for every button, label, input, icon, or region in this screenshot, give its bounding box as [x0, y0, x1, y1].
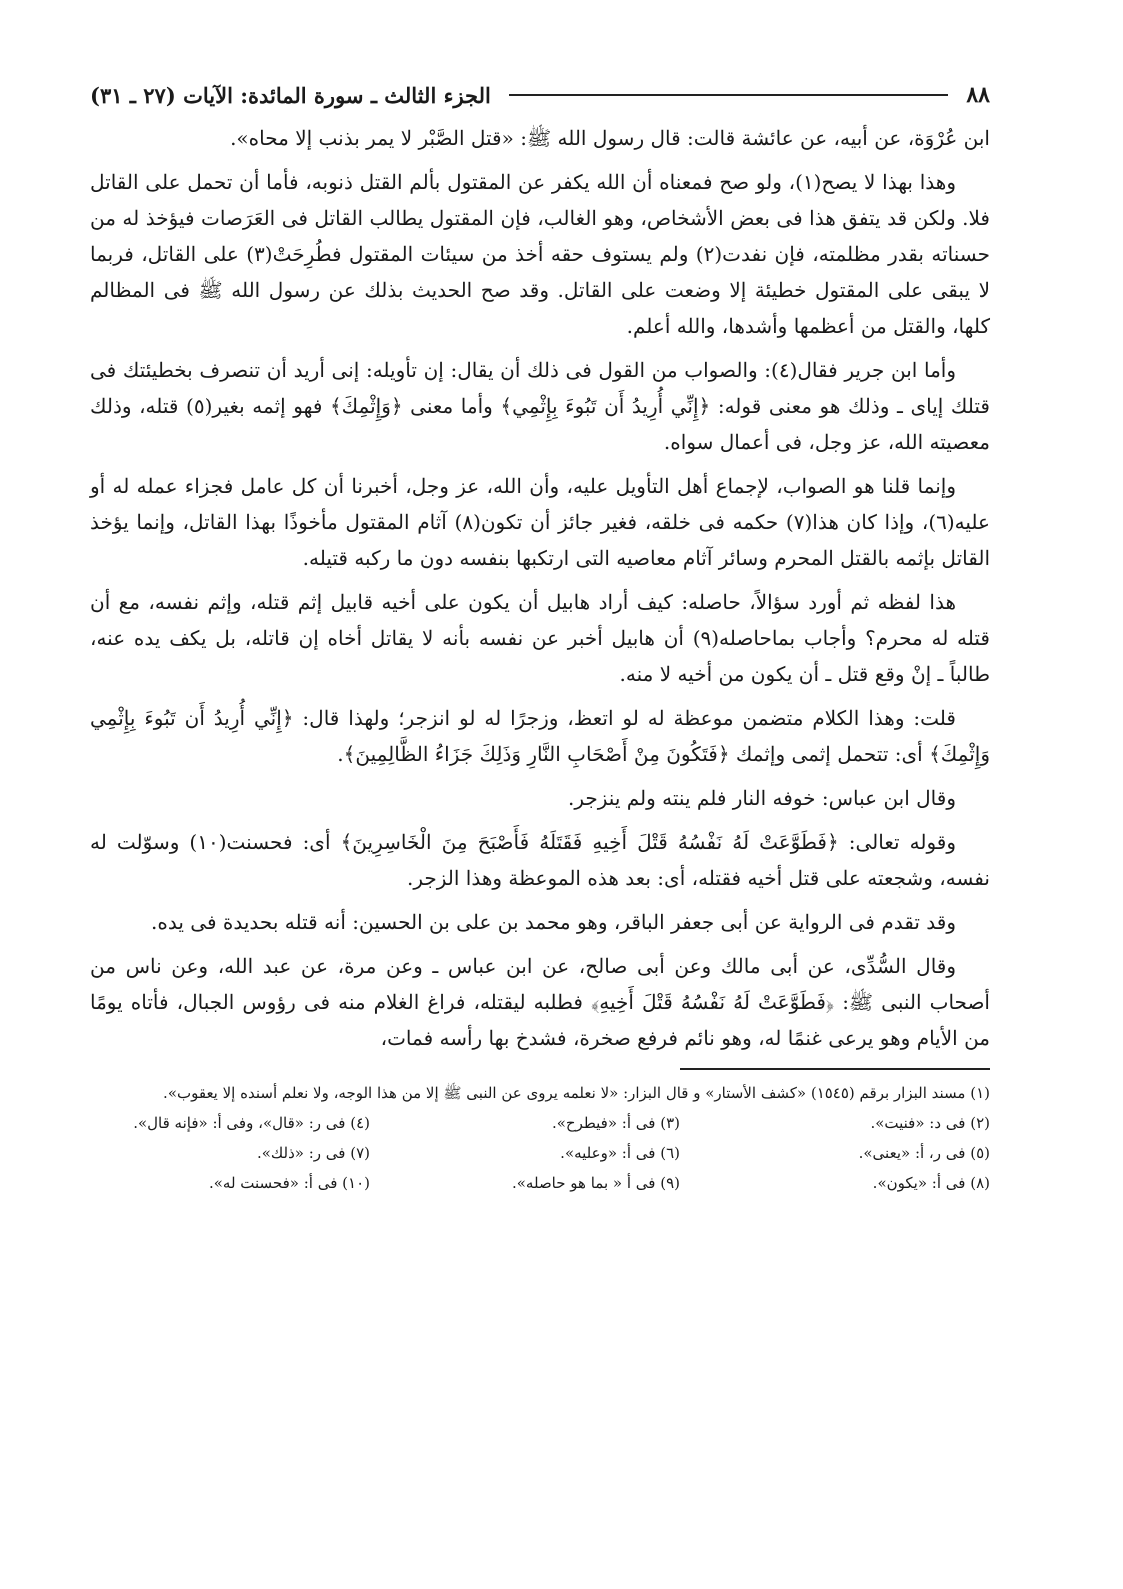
paragraph: هذا لفظه ثم أورد سؤالاً، حاصله: كيف أراد هابيل أن يكون على أخيه قابيل إثم قتله، وإثم نفسه، مع أن قتله له محرم؟ وأجاب بماحاصله(٩) أن هابيل أخبر عن نفسه بأنه لا يقاتل أخاه إن قاتله، بل يكف يده عنه، طالباً ـ إنْ وقع قتل ـ أن يكون من أخيه لا منه.: [90, 590, 990, 686]
footnote: (٨) فى أ: «يكون».: [872, 1174, 990, 1192]
paragraph: وقال ابن عباس: خوفه النار فلم ينته ولم ينزجر.: [568, 786, 956, 810]
running-title: الجزء الثالث ـ سورة المائدة: الآيات (٢٧ ـ ٣١): [90, 82, 491, 108]
footnote-separator: [680, 1068, 990, 1070]
footnote: (٧) فى ر: «ذلك».: [256, 1144, 370, 1162]
paragraph: وأما ابن جرير فقال(٤): والصواب من القول فى ذلك أن يقال: إن تأويله: إنى أريد أن تنصرف بخطيئتك فى قتلك إياى ـ وذلك هو معنى قوله: ﴿إِنِّي أُرِيدُ أَن تَبُوءَ بِإِثْمِي﴾ وأما معنى ﴿وَإِثْمِكَ﴾ فهو إثمه بغير(٥) قتله، وذلك معصيته الله، عز وجل، فى أعمال سواه.: [90, 358, 990, 454]
book-page: [90, 78, 990, 1198]
paragraph: وقوله تعالى: ﴿فَطَوَّعَتْ لَهُ نَفْسُهُ قَتْلَ أَخِيهِ فَقَتَلَهُ فَأَصْبَحَ مِنَ الْخَاسِرِينَ﴾ أى: فحسنت(١٠) وسوّلت له نفسه، وشجعته على قتل أخيه فقتله، أى: بعد هذه الموعظة وهذا الزجر.: [90, 830, 990, 890]
page-header: [90, 78, 990, 112]
main-text: [90, 120, 990, 1056]
footnote: (٥) فى ر، أ: «يعنى».: [858, 1144, 990, 1162]
footnote: (٤) فى ر: «قال»، وفى أ: «فإنه قال».: [133, 1114, 370, 1132]
footnote: (١) مسند البزار برقم (١٥٤٥) «كشف الأستار» و قال البزار: «لا نعلمه يروى عن النبى ﷺ إلا من هذا الوجه، ولا نعلم أسنده إلا يعقوب».: [163, 1084, 990, 1102]
paragraph: وهذا بهذا لا يصح(١)، ولو صح فمعناه أن الله يكفر عن المقتول بألم القتل ذنوبه، فأما أن تحمل على القاتل فلا. ولكن قد يتفق هذا فى بعض الأشخاص، وهو الغالب، فإن المقتول يطالب القاتل فى العَرَصات فيؤخذ له من حسناته بقدر مظلمته، فإن نفدت(٢) ولم يستوف حقه أخذ من سيئات المقتول فطُرِحَتْ(٣) على القاتل، فربما لا يبقى على المقتول خطيئة إلا وضعت على القاتل. وقد صح الحديث بذلك عن رسول الله ﷺ فى المظالم كلها، والقتل من أعظمها وأشدها، والله أعلم.: [90, 170, 990, 338]
footnote: (٣) فى أ: «فيطرح».: [551, 1114, 680, 1132]
page-number: ٨٨: [966, 82, 990, 108]
footnote: (٦) فى أ: «وعليه».: [560, 1144, 680, 1162]
paragraph: وقد تقدم فى الرواية عن أبى جعفر الباقر، وهو محمد بن على بن الحسين: أنه قتله بحديدة فى يده.: [151, 910, 956, 934]
footnote-grid: [90, 1108, 990, 1198]
footnotes: [90, 1078, 990, 1198]
paragraph: ابن عُرْوَة، عن أبيه، عن عائشة قالت: قال رسول الله ﷺ: «قتل الصَّبْر لا يمر بذنب إلا محاه».: [230, 126, 990, 150]
paragraph: وإنما قلنا هو الصواب، لإجماع أهل التأويل عليه، وأن الله، عز وجل، أخبرنا أن كل عامل فجزاء عمله له أو عليه(٦)، وإذا كان هذا(٧) حكمه فى خلقه، فغير جائز أن تكون(٨) آثام المقتول مأخوذًا بهذا القاتل، وإنما يؤخذ القاتل بإثمه بالقتل المحرم وسائر آثام معاصيه التى ارتكبها بنفسه دون ما ركبه قتيله.: [90, 474, 990, 570]
footnote: (٩) فى أ « بما هو حاصله».: [511, 1174, 680, 1192]
paragraph: قلت: وهذا الكلام متضمن موعظة له لو اتعظ، وزجرًا له لو انزجر؛ ولهذا قال: ﴿إِنِّي أُرِيدُ أَن تَبُوءَ بِإِثْمِي وَإِثْمِكَ﴾ أى: تتحمل إثمى وإثمك ﴿فَتَكُونَ مِنْ أَصْحَابِ النَّارِ وَذَلِكَ جَزَاءُ الظَّالِمِينَ﴾.: [90, 706, 990, 766]
footnote: (١٠) فى أ: «فحسنت له».: [208, 1174, 370, 1192]
header-rule: [509, 94, 949, 96]
footnote: (٢) فى د: «فنيت».: [870, 1114, 990, 1132]
paragraph: وقال السُّدِّى، عن أبى مالك وعن أبى صالح، عن ابن عباس ـ وعن مرة، عن عبد الله، وعن ناس من أصحاب النبى ﷺ: ﴿فَطَوَّعَتْ لَهُ نَفْسُهُ قَتْلَ أَخِيهِ﴾ فطلبه ليقتله، فراغ الغلام منه فى رؤوس الجبال، فأتاه يومًا من الأيام وهو يرعى غنمًا له، وهو نائم فرفع صخرة، فشدخ بها رأسه فمات،: [90, 954, 990, 1050]
